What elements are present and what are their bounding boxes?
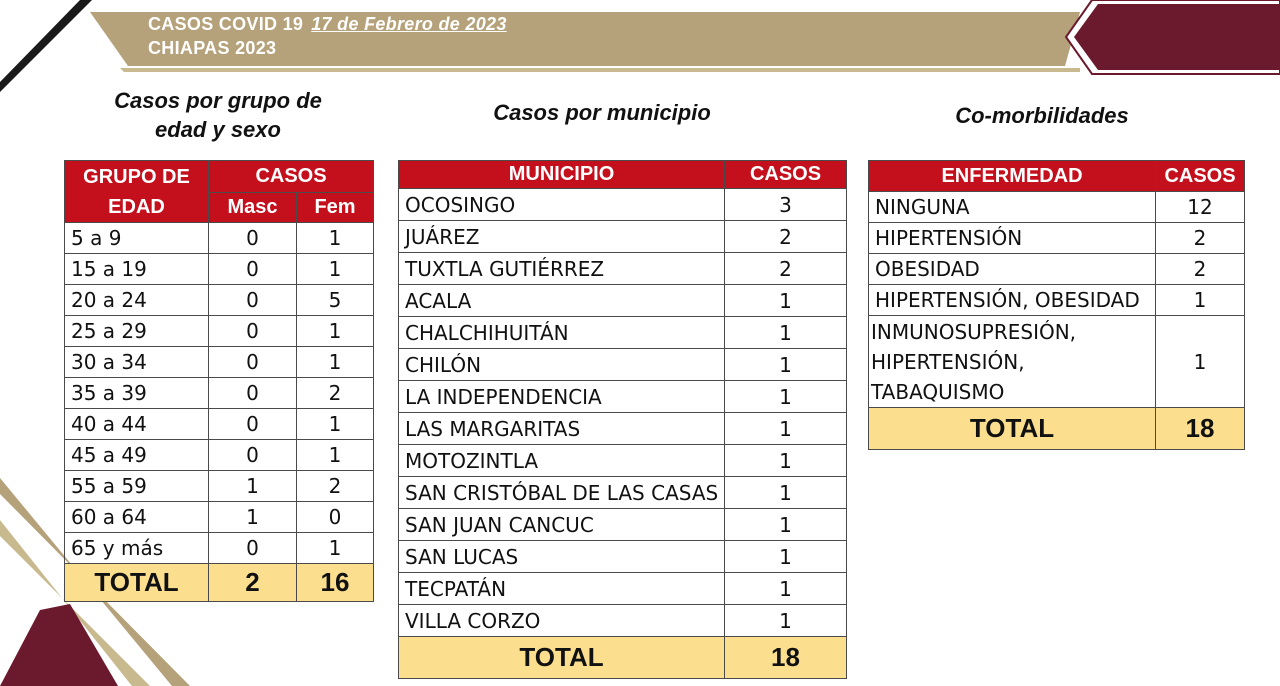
municipio-name-cell: TUXTLA GUTIÉRREZ — [399, 253, 725, 285]
age-table-row — [65, 378, 374, 409]
age-total-label: TOTAL — [65, 564, 209, 602]
fem-cell: 5 — [297, 285, 374, 316]
fem-cell: 1 — [297, 316, 374, 347]
enfermedad-name-cell: OBESIDAD — [869, 254, 1156, 285]
municipio-table-row — [399, 445, 847, 477]
header-title: CASOS COVID 19 — [148, 14, 304, 34]
age-table-header-row-1 — [65, 161, 374, 193]
morbilidad-table-row — [869, 192, 1245, 223]
morbilidad-cases-cell: 2 — [1156, 223, 1245, 254]
masc-cell: 0 — [209, 533, 297, 564]
morbilidad-cases-cell: 1 — [1156, 316, 1245, 408]
morbilidad-section-title: Co-morbilidades — [955, 103, 1129, 128]
municipio-table-row — [399, 221, 847, 253]
age-total-masc: 2 — [209, 564, 297, 602]
municipio-name-cell: LAS MARGARITAS — [399, 413, 725, 445]
municipio-table-row — [399, 541, 847, 573]
morbilidad-table-row — [869, 254, 1245, 285]
age-group-cell: 5 a 9 — [65, 223, 209, 254]
fem-cell: 0 — [297, 502, 374, 533]
age-total-fem: 16 — [297, 564, 374, 602]
masc-cell: 0 — [209, 285, 297, 316]
municipio-cases-cell: 1 — [725, 445, 847, 477]
municipio-table-row — [399, 477, 847, 509]
masc-cell: 1 — [209, 471, 297, 502]
age-group-cell: 35 a 39 — [65, 378, 209, 409]
morbilidad-cases-cell: 1 — [1156, 285, 1245, 316]
morbilidad-total-row — [869, 408, 1245, 450]
morbilidad-table-row — [869, 316, 1245, 408]
municipio-table-row — [399, 285, 847, 317]
municipio-table-row — [399, 381, 847, 413]
municipio-table-row — [399, 253, 847, 285]
age-group-cell: 40 a 44 — [65, 409, 209, 440]
fem-cell: 1 — [297, 347, 374, 378]
municipio-cases-cell: 1 — [725, 285, 847, 317]
age-table-row — [65, 254, 374, 285]
header-gold-underline — [120, 68, 1080, 72]
age-total-row — [65, 564, 374, 602]
municipio-header: MUNICIPIO — [399, 161, 725, 189]
age-group-cell: 30 a 34 — [65, 347, 209, 378]
municipio-cases-cell: 1 — [725, 349, 847, 381]
masc-cell: 0 — [209, 316, 297, 347]
municipio-table-row — [399, 573, 847, 605]
age-table-row — [65, 440, 374, 471]
fem-cell: 1 — [297, 223, 374, 254]
age-section-title-line2: edad y sexo — [155, 117, 281, 142]
age-section-title-line1: Casos por grupo de — [114, 88, 322, 113]
municipio-cases-cell: 1 — [725, 605, 847, 637]
municipio-name-cell: SAN LUCAS — [399, 541, 725, 573]
municipio-name-cell: OCOSINGO — [399, 189, 725, 221]
municipio-name-cell: SAN JUAN CANCUC — [399, 509, 725, 541]
fem-cell: 2 — [297, 378, 374, 409]
municipio-table-row — [399, 317, 847, 349]
municipio-cases-cell: 1 — [725, 509, 847, 541]
municipio-cases-cell: 2 — [725, 253, 847, 285]
age-table-row — [65, 471, 374, 502]
morbilidad-total-cases: 18 — [1156, 408, 1245, 450]
municipio-name-cell: TECPATÁN — [399, 573, 725, 605]
morbilidad-table — [868, 160, 1245, 450]
age-table-row — [65, 533, 374, 564]
masc-cell: 0 — [209, 440, 297, 471]
municipio-table-row — [399, 605, 847, 637]
header-date: 17 de Febrero de 2023 — [311, 14, 507, 34]
municipio-cases-cell: 1 — [725, 573, 847, 605]
municipio-total-cases: 18 — [725, 637, 847, 679]
municipio-table-row — [399, 189, 847, 221]
municipio-cases-cell: 1 — [725, 541, 847, 573]
fem-cell: 1 — [297, 254, 374, 285]
municipio-name-cell: LA INDEPENDENCIA — [399, 381, 725, 413]
municipio-name-cell: VILLA CORZO — [399, 605, 725, 637]
enfermedad-name-cell: INMUNOSUPRESIÓN, HIPERTENSIÓN, TABAQUISMO — [869, 316, 1156, 408]
age-group-cell: 65 y más — [65, 533, 209, 564]
municipio-section-title: Casos por municipio — [493, 100, 711, 125]
municipio-name-cell: ACALA — [399, 285, 725, 317]
morbilidad-table-row — [869, 285, 1245, 316]
enfermedad-name-cell: NINGUNA — [869, 192, 1156, 223]
age-group-header: GRUPO DE EDAD — [65, 161, 209, 223]
municipio-cases-cell: 1 — [725, 317, 847, 349]
municipio-name-cell: CHILÓN — [399, 349, 725, 381]
masc-header: Masc — [209, 193, 297, 223]
age-section-title — [88, 86, 348, 144]
municipio-cases-header: CASOS — [725, 161, 847, 189]
age-table-row — [65, 502, 374, 533]
age-group-cell: 25 a 29 — [65, 316, 209, 347]
municipio-name-cell: JUÁREZ — [399, 221, 725, 253]
municipio-table — [398, 160, 847, 679]
age-cases-header: CASOS — [209, 161, 374, 193]
age-group-cell: 45 a 49 — [65, 440, 209, 471]
fem-cell: 1 — [297, 440, 374, 471]
morbilidad-total-label: TOTAL — [869, 408, 1156, 450]
masc-cell: 0 — [209, 409, 297, 440]
municipio-table-row — [399, 349, 847, 381]
age-table-row — [65, 223, 374, 254]
municipio-total-label: TOTAL — [399, 637, 725, 679]
masc-cell: 0 — [209, 347, 297, 378]
masc-cell: 1 — [209, 502, 297, 533]
header-subtitle: CHIAPAS 2023 — [148, 38, 277, 58]
fem-cell: 2 — [297, 471, 374, 502]
municipio-name-cell: SAN CRISTÓBAL DE LAS CASAS — [399, 477, 725, 509]
municipio-cases-cell: 1 — [725, 381, 847, 413]
age-table-row — [65, 285, 374, 316]
header-maroon-banner — [1074, 4, 1280, 70]
top-left-black-stripe — [0, 0, 92, 92]
morbilidad-cases-header: CASOS — [1156, 161, 1245, 192]
masc-cell: 0 — [209, 378, 297, 409]
municipio-table-header-row — [399, 161, 847, 189]
municipio-total-row — [399, 637, 847, 679]
age-sex-table — [64, 160, 374, 602]
age-group-cell: 20 a 24 — [65, 285, 209, 316]
header-title-line — [148, 14, 507, 35]
masc-cell: 0 — [209, 223, 297, 254]
municipio-cases-cell: 2 — [725, 221, 847, 253]
municipio-cases-cell: 1 — [725, 413, 847, 445]
morbilidad-cases-cell: 2 — [1156, 254, 1245, 285]
enfermedad-name-cell: HIPERTENSIÓN, OBESIDAD — [869, 285, 1156, 316]
fem-cell: 1 — [297, 409, 374, 440]
municipio-name-cell: CHALCHIHUITÁN — [399, 317, 725, 349]
age-table-row — [65, 347, 374, 378]
age-table-row — [65, 409, 374, 440]
municipio-cases-cell: 3 — [725, 189, 847, 221]
municipio-table-row — [399, 509, 847, 541]
age-table-row — [65, 316, 374, 347]
municipio-name-cell: MOTOZINTLA — [399, 445, 725, 477]
municipio-table-row — [399, 413, 847, 445]
age-group-cell: 15 a 19 — [65, 254, 209, 285]
morbilidad-table-row — [869, 223, 1245, 254]
enfermedad-name-cell: HIPERTENSIÓN — [869, 223, 1156, 254]
enfermedad-header: ENFERMEDAD — [869, 161, 1156, 192]
age-group-cell: 60 a 64 — [65, 502, 209, 533]
fem-header: Fem — [297, 193, 374, 223]
morbilidad-table-header-row — [869, 161, 1245, 192]
morbilidad-cases-cell: 12 — [1156, 192, 1245, 223]
municipio-cases-cell: 1 — [725, 477, 847, 509]
masc-cell: 0 — [209, 254, 297, 285]
age-group-cell: 55 a 59 — [65, 471, 209, 502]
fem-cell: 1 — [297, 533, 374, 564]
